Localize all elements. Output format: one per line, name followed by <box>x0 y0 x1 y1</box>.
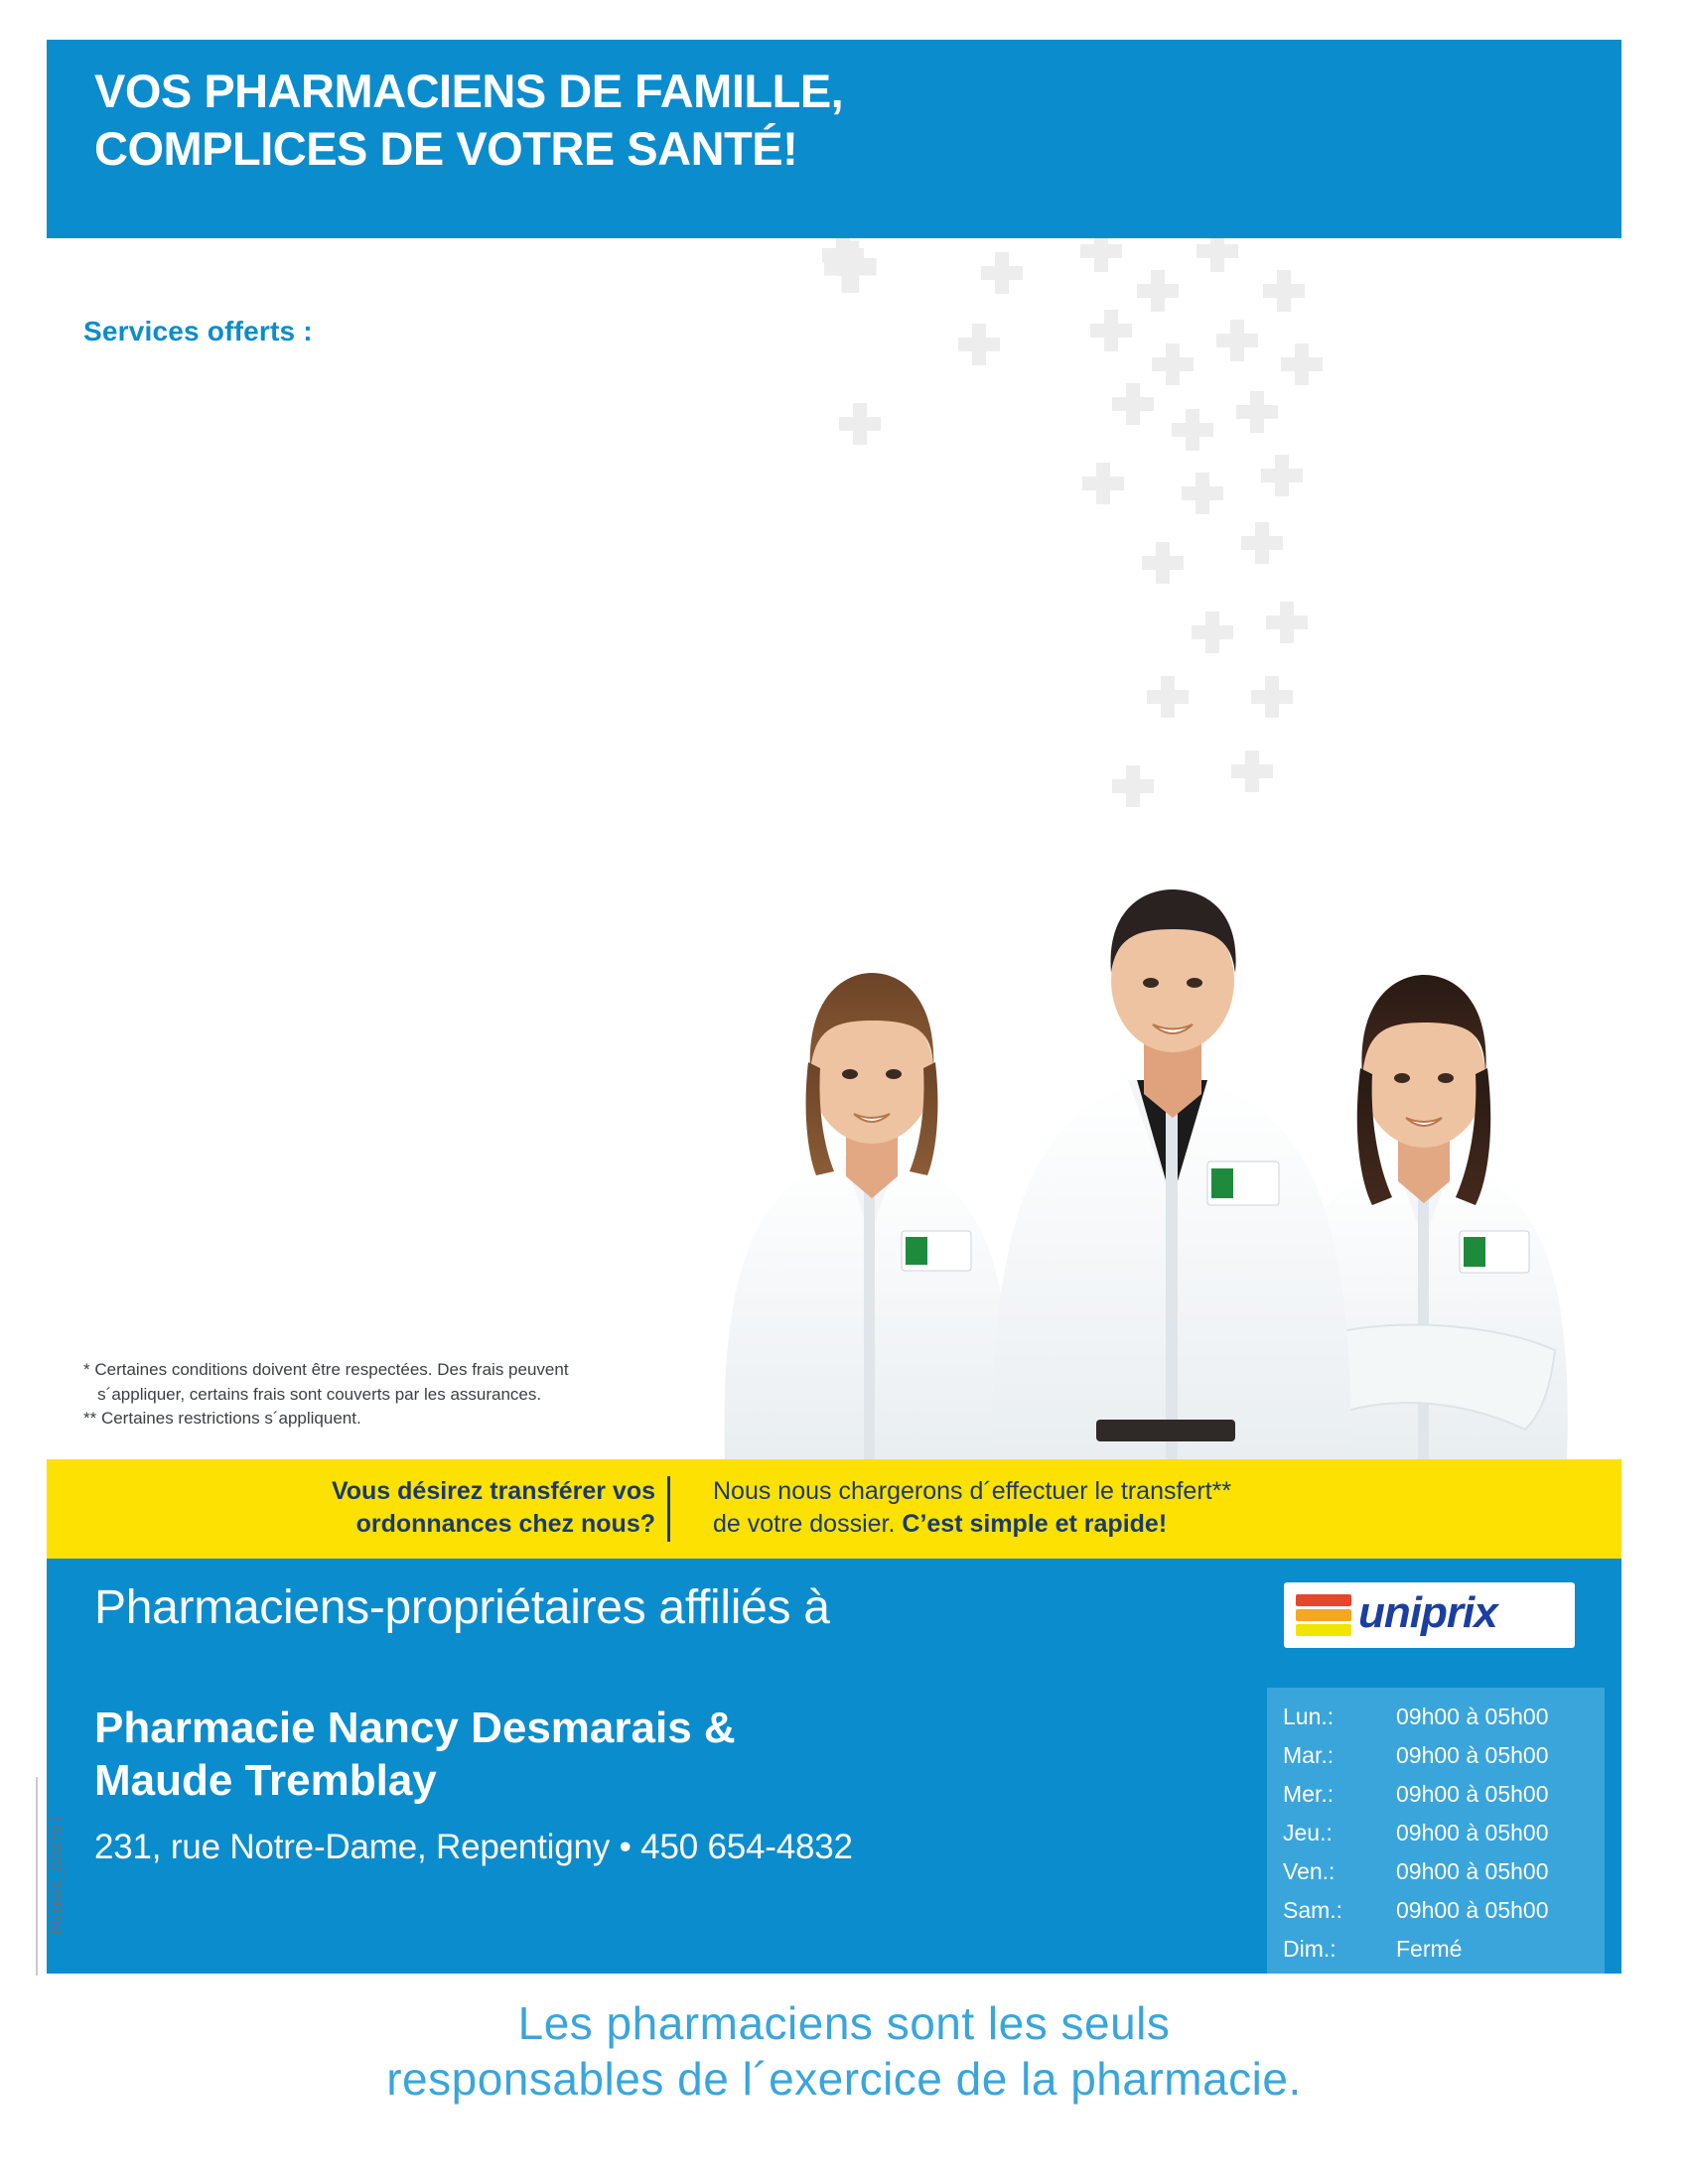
hours-day: Dim.: <box>1283 1936 1336 1962</box>
header-line-1: VOS PHARMACIENS DE FAMILLE, <box>94 65 844 117</box>
side-rule <box>36 1777 38 1976</box>
tagline-line-2: responsables de l´exercice de la pharmacie. <box>386 2053 1302 2106</box>
hours-time: 09h00 à 05h00 <box>1396 1858 1549 1884</box>
hours-time: 09h00 à 05h00 <box>1396 1820 1549 1845</box>
transfer-question-line-1: Vous désirez transférer vos <box>331 1477 655 1505</box>
hours-day: Mar.: <box>1283 1742 1335 1768</box>
hours-row <box>1267 1820 1595 1850</box>
pharmacy-address: 231, rue Notre-Dame, Repentigny • 450 654-4832 <box>94 1828 853 1866</box>
hours-row <box>1267 1936 1595 1967</box>
transfer-answer-line-2 <box>713 1508 1507 1541</box>
tagline <box>99 1995 1589 2107</box>
uniprix-stripes-icon <box>1296 1594 1351 1636</box>
hours-day: Lun.: <box>1283 1704 1335 1729</box>
hours-row <box>1267 1781 1595 1812</box>
footnote-line-3: ** Certaines restrictions s´appliquent. <box>83 1409 361 1429</box>
pharmacy-name-line-1: Pharmacie Nancy Desmarais & <box>94 1704 736 1752</box>
hours-time: 09h00 à 05h00 <box>1396 1897 1549 1923</box>
affiliation-text: Pharmaciens-propriétaires affiliés à <box>94 1581 830 1634</box>
header-line-2: COMPLICES DE VOTRE SANTÉ! <box>94 121 798 175</box>
page-title <box>94 63 1484 178</box>
uniprix-wordmark: uniprix <box>1358 1588 1497 1637</box>
transfer-answer-plain: de votre dossier. <box>713 1510 903 1539</box>
hours-day: Ven.: <box>1283 1858 1336 1884</box>
footnote-line-2: s´appliquer, certains frais sont couverts par les assurances. <box>83 1384 542 1404</box>
hours-time: 09h00 à 05h00 <box>1396 1781 1549 1807</box>
hours-time: Fermé <box>1396 1936 1463 1962</box>
pharmacist-left <box>724 973 1011 1459</box>
pharmacist-center <box>993 889 1351 1459</box>
tagline-line-1: Les pharmaciens sont les seuls <box>517 1997 1171 2049</box>
hours-row <box>1267 1704 1595 1734</box>
services-offered-label: Services offerts : <box>83 316 313 346</box>
footnotes <box>83 1358 719 1432</box>
transfer-question-line-2: ordonnances chez nous? <box>355 1510 655 1539</box>
hours-day: Sam.: <box>1283 1897 1343 1923</box>
three-pharmacists-illustration <box>695 735 1589 1459</box>
hours-time: 09h00 à 05h00 <box>1396 1742 1549 1768</box>
hours-row <box>1267 1858 1595 1889</box>
pharmacy-name <box>94 1703 1137 1808</box>
hours-time: 09h00 à 05h00 <box>1396 1704 1549 1729</box>
hours-row <box>1267 1742 1595 1773</box>
transfer-question <box>238 1475 655 1542</box>
footnote-line-1: * Certaines conditions doivent être respectées. Des frais peuvent <box>83 1360 569 1379</box>
document-code: P01668_D0979 I <box>49 1815 67 1935</box>
pharmacists-photo <box>695 735 1589 1459</box>
transfer-answer-line-1: Nous nous chargerons d´effectuer le transfert** <box>713 1477 1232 1505</box>
pharmacy-name-line-2: Maude Tremblay <box>94 1755 437 1805</box>
transfer-divider <box>667 1476 670 1542</box>
hours-day: Jeu.: <box>1283 1820 1333 1845</box>
transfer-answer <box>713 1475 1507 1542</box>
hours-row <box>1267 1897 1595 1928</box>
opening-hours-panel <box>1267 1688 1605 1974</box>
transfer-answer-bold: C’est simple et rapide! <box>902 1510 1168 1539</box>
hours-day: Mer.: <box>1283 1781 1335 1807</box>
